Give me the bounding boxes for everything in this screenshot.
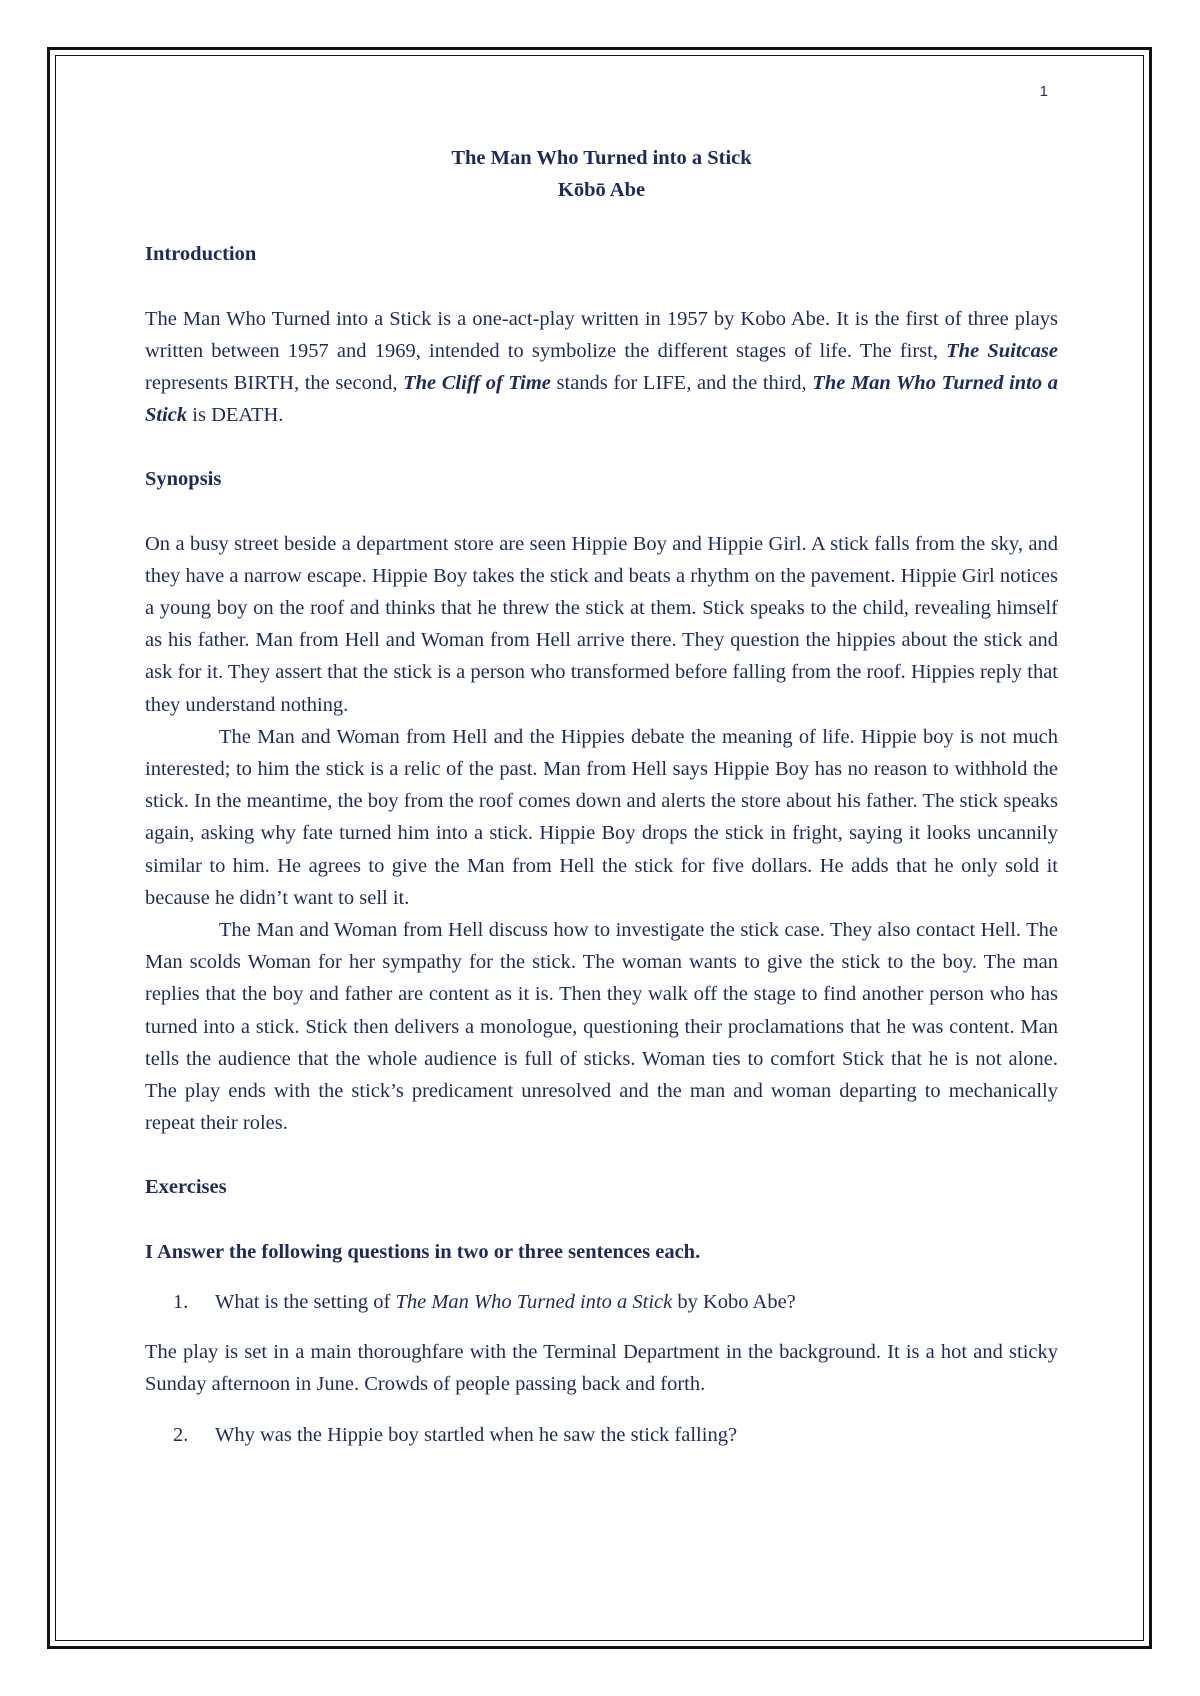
page-number: 1 <box>1039 83 1048 100</box>
spacer <box>145 206 1058 238</box>
synopsis-paragraph-3: The Man and Woman from Hell discuss how to investigate the stick case. They also contact Hell. The Man scolds Woman for her sympathy for the stick. The woman wants to give the stick to the boy. The man replies that the boy and father are content as it is. Then they walk off the stage to find another person who has turned into a stick. Stick then delivers a monologue, questioning their proclamations that he was content. Man tells the audience that the whole audience is full of sticks. Woman ties to comfort Stick that he is not alone. The play ends with the stick’s predicament unresolved and the man and woman departing to mechanically repeat their roles. <box>145 919 1058 1135</box>
question-number: 2. <box>173 1423 189 1446</box>
document-title: The Man Who Turned into a Stick <box>451 147 752 169</box>
intro-text-2: represents BIRTH, the second, <box>145 372 404 395</box>
question-item <box>145 1419 1058 1451</box>
exercise-section-1-heading: I Answer the following questions in two or three sentences each. <box>145 1240 701 1263</box>
spacer <box>145 1318 1058 1336</box>
spacer <box>145 496 1058 528</box>
question-text: Why was the Hippie boy startled when he saw the stick falling? <box>215 1423 738 1446</box>
introduction-heading: Introduction <box>145 243 257 266</box>
intro-text-4: is DEATH. <box>187 404 284 427</box>
spacer <box>145 1204 1058 1236</box>
intro-work-cliff-of-time: The Cliff of Time <box>403 372 551 395</box>
intro-work-suitcase: The Suitcase <box>946 339 1058 362</box>
question-text-after: by Kobo Abe? <box>672 1290 796 1313</box>
spacer <box>145 1268 1058 1286</box>
synopsis-paragraph-2: The Man and Woman from Hell and the Hippies debate the meaning of life. Hippie boy is not much interested; to him the stick is a relic of the past. Man from Hell says Hippie Boy has no reason to withhold the stick. In the meantime, the boy from the roof comes down and alerts the store about his father. The stick speaks again, asking why fate turned him into a stick. Hippie Boy drops the stick in fright, saying it looks uncannily similar to him. He agrees to give the Man from Hell the stick for five dollars. He adds that he only sold it because he didn’t want to sell it. <box>145 725 1058 909</box>
spacer <box>145 271 1058 303</box>
spacer <box>145 1139 1058 1171</box>
question-item <box>145 1286 1058 1318</box>
exercises-heading: Exercises <box>145 1176 227 1199</box>
document-content <box>145 76 1058 1451</box>
title-block <box>145 142 1058 206</box>
spacer <box>145 1401 1058 1419</box>
intro-text-3: stands for LIFE, and the third, <box>550 372 813 395</box>
answer-paragraph: The play is set in a main thoroughfare with the Terminal Department in the background. It is a hot and sticky Sunday afternoon in June. Crowds of people passing back and forth. <box>145 1341 1058 1396</box>
question-work-title: The Man Who Turned into a Stick <box>395 1290 673 1313</box>
synopsis-paragraph-1: On a busy street beside a department store are seen Hippie Boy and Hippie Girl. A stick falls from the sky, and they have a narrow escape. Hippie Boy takes the stick and beats a rhythm on the pavement. Hippie Girl notices a young boy on the roof and thinks that he threw the stick at them. Stick speaks to the child, revealing himself as his father. Man from Hell and Woman from Hell arrive there. They question the hippies about the stick and ask for it. They assert that the stick is a person who transformed before falling from the roof. Hippies reply that they understand nothing. <box>145 532 1058 716</box>
question-text-before: What is the setting of <box>215 1290 396 1313</box>
intro-work-stick: The Man Who Turned into a Stick <box>145 372 1058 427</box>
intro-text-1: The Man Who Turned into a Stick is a one-act-play written in 1957 by Kobo Abe. It is the first of three plays written between 1957 and 1969, intended to symbolize the different stages of life. The first, <box>145 307 1058 362</box>
synopsis-heading: Synopsis <box>145 468 222 491</box>
introduction-paragraph <box>145 303 1058 432</box>
question-text <box>215 1286 796 1318</box>
document-author: Kōbō Abe <box>557 179 646 202</box>
question-number: 1. <box>173 1290 189 1313</box>
spacer <box>145 431 1058 463</box>
